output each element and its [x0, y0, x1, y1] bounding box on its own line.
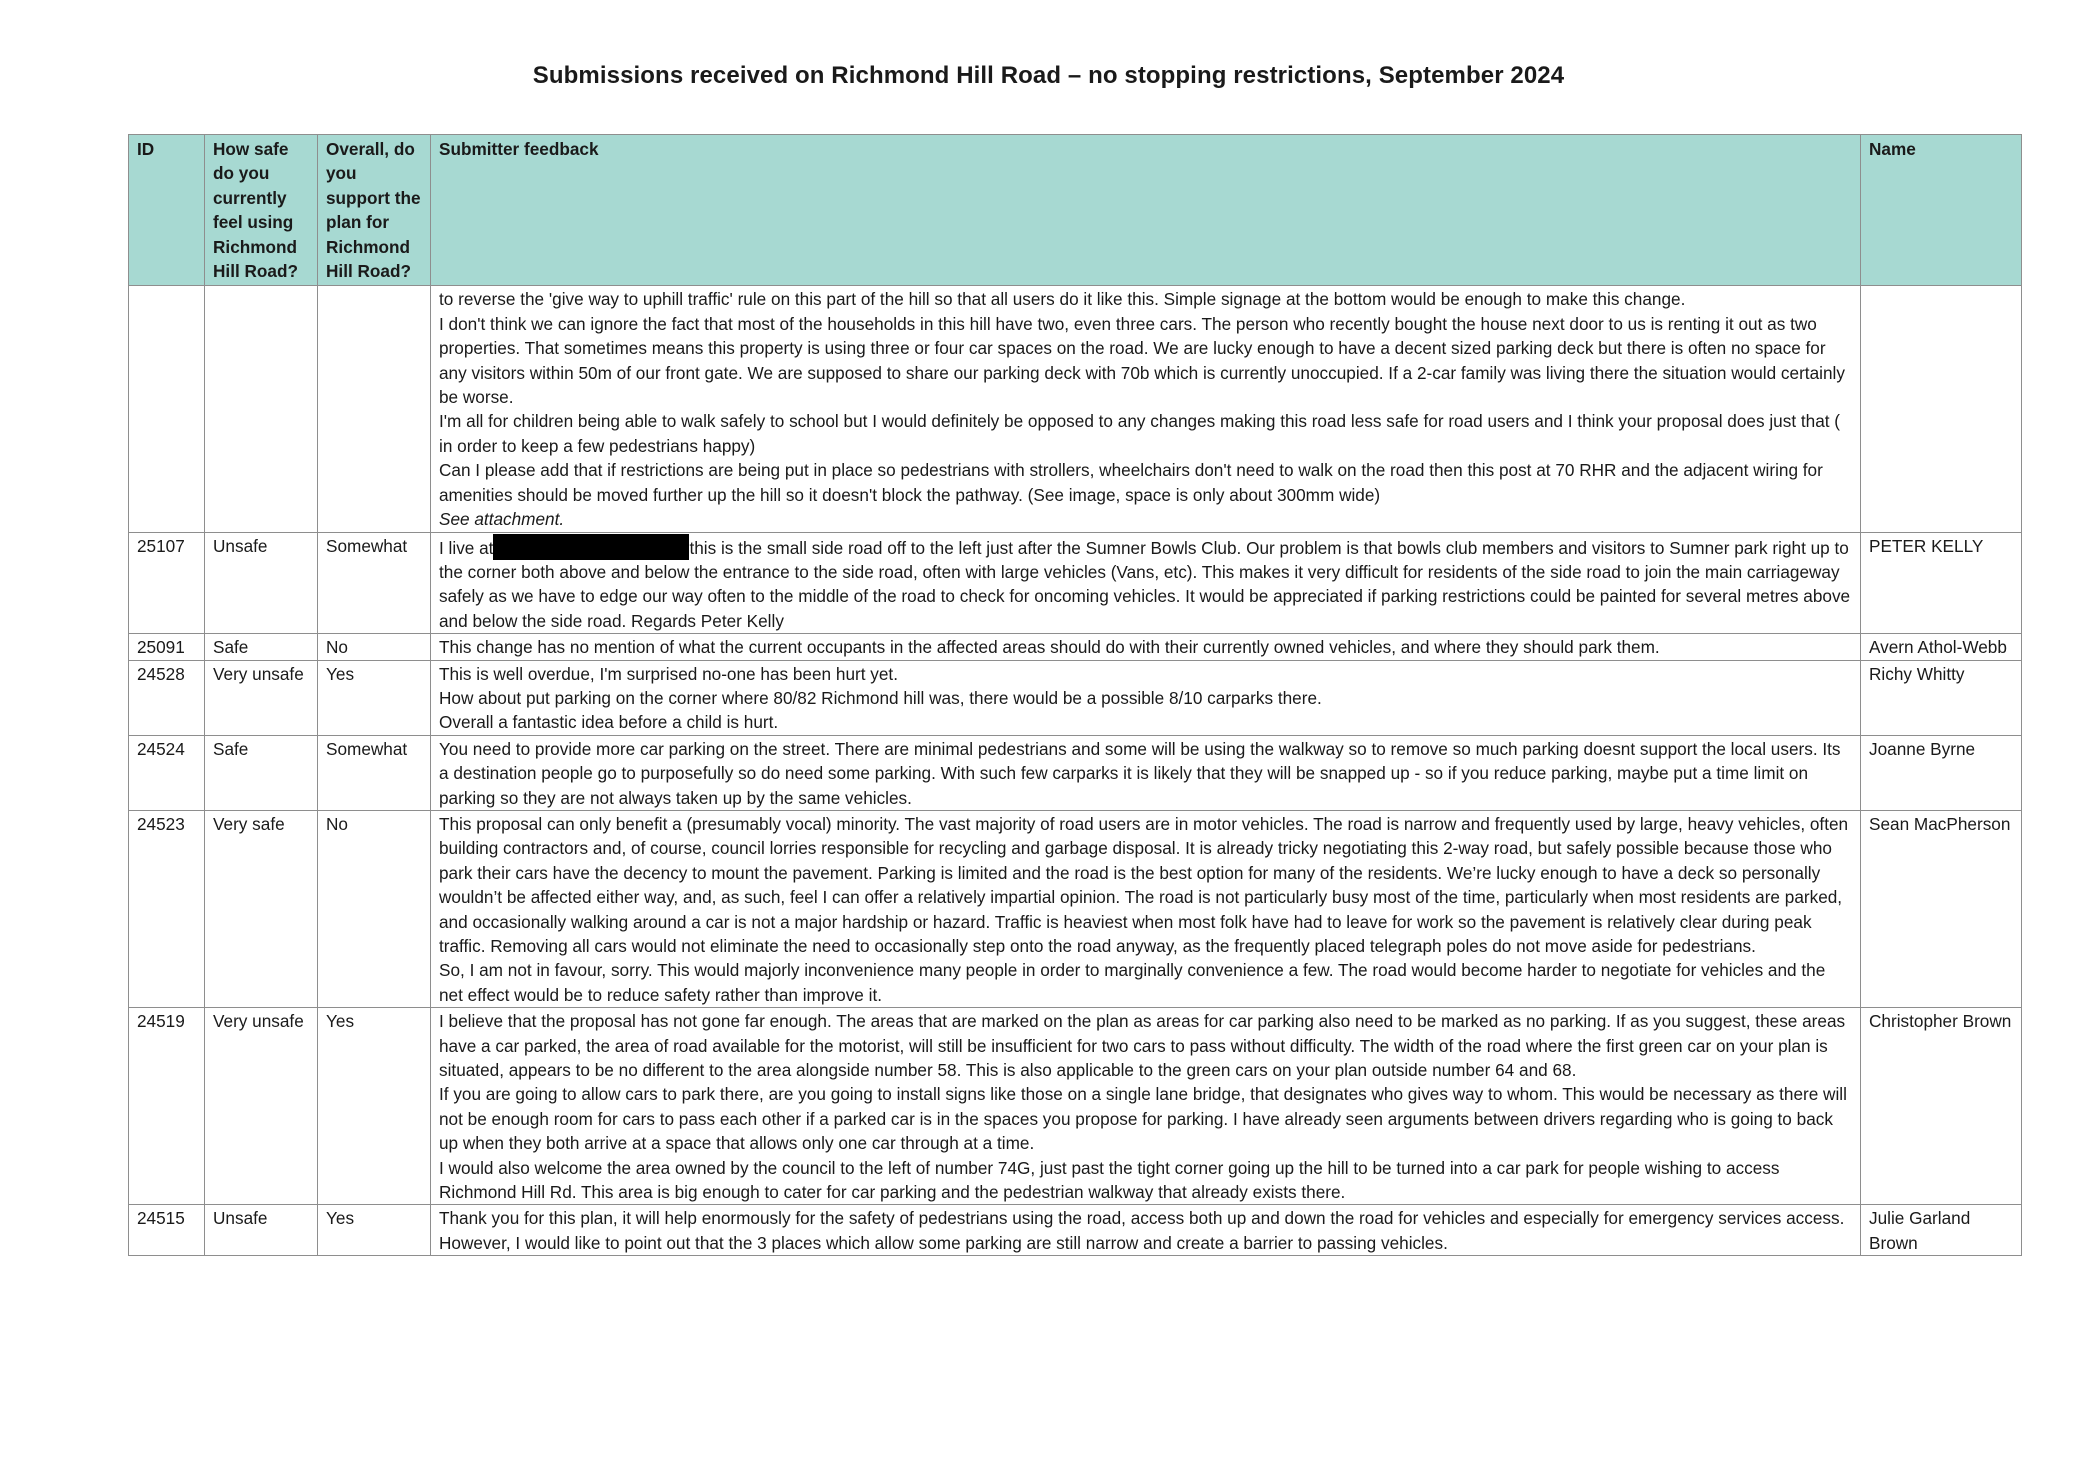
cell-support: Yes — [318, 1205, 431, 1256]
feedback-line: However, I would like to point out that the 3 places which allow some parking are still narrow and create a barrier to passing vehicles. — [439, 1232, 1448, 1253]
cell-feedback — [431, 660, 1861, 735]
feedback-line: This change has no mention of what the current occupants in the affected areas should do with their currently owned vehicles, and where they should park them. — [439, 637, 1660, 658]
feedback-prefix: I live at — [439, 537, 494, 558]
cell-feedback — [431, 1205, 1861, 1256]
header-name: Name — [1861, 135, 2022, 286]
feedback-line: Overall a fantastic idea before a child is hurt. — [439, 712, 779, 733]
table-row — [129, 660, 2022, 735]
cell-name: Richy Whitty — [1861, 660, 2022, 735]
cell-support: Yes — [318, 660, 431, 735]
table-header-row — [129, 135, 2022, 286]
table-row — [129, 810, 2022, 1007]
cell-id: 24524 — [129, 735, 205, 810]
cell-id: 24519 — [129, 1008, 205, 1205]
table-row — [129, 1205, 2022, 1256]
cell-support: Somewhat — [318, 735, 431, 810]
cell-safety: Very safe — [205, 810, 318, 1007]
feedback-line: If you are going to allow cars to park there, are you going to install signs like those on a single lane bridge, that designates who gives way to whom. This would be necessary as there will not be enough room for cars to pass each other if a parked car is in the spaces you propose for parking. I have already seen arguments between drivers regarding who is going to back up when they both arrive at a space that allows only one car through at a time. — [439, 1084, 1847, 1154]
table-row — [129, 735, 2022, 810]
cell-feedback — [431, 810, 1861, 1007]
cell-safety: Safe — [205, 634, 318, 660]
table-row — [129, 532, 2022, 634]
feedback-line: I would also welcome the area owned by the council to the left of number 74G, just past the tight corner going up the hill to be turned into a car park for people wishing to access Richmond Hill Rd. This area is big enough to cater for car parking and the pedestrian walkway that already exists there. — [439, 1157, 1780, 1203]
cell-safety: Unsafe — [205, 532, 318, 634]
feedback-line: This is well overdue, I'm surprised no-one has been hurt yet. — [439, 663, 898, 684]
feedback-line: How about put parking on the corner where 80/82 Richmond hill was, there would be a possible 8/10 carparks there. — [439, 687, 1322, 708]
cell-name: Joanne Byrne — [1861, 735, 2022, 810]
table-row — [129, 634, 2022, 660]
table-row-continued — [129, 286, 2022, 532]
cell-id: 24528 — [129, 660, 205, 735]
feedback-line: to reverse the 'give way to uphill traffic' rule on this part of the hill so that all users do it like this. Simple signage at the bottom would be enough to make this change. — [439, 289, 1686, 310]
cell-safety: Very unsafe — [205, 660, 318, 735]
cell-support: No — [318, 634, 431, 660]
submissions-table — [128, 134, 2022, 1256]
redacted-address-block — [493, 534, 689, 560]
cell-id: 24523 — [129, 810, 205, 1007]
table-row — [129, 1008, 2022, 1205]
cell-support — [318, 286, 431, 532]
header-feedback: Submitter feedback — [431, 135, 1861, 286]
cell-name — [1861, 286, 2022, 532]
feedback-line: Thank you for this plan, it will help enormously for the safety of pedestrians using the road, access both up and down the road for vehicles and especially for emergency services access. — [439, 1208, 1845, 1229]
cell-id: 24515 — [129, 1205, 205, 1256]
cell-safety: Unsafe — [205, 1205, 318, 1256]
document-title: Submissions received on Richmond Hill Road – no stopping restrictions, September 2024 — [532, 62, 1565, 89]
cell-name: Julie Garland Brown — [1861, 1205, 2022, 1256]
cell-safety: Very unsafe — [205, 1008, 318, 1205]
cell-feedback — [431, 735, 1861, 810]
cell-id: 25107 — [129, 532, 205, 634]
feedback-line: You need to provide more car parking on the street. There are minimal pedestrians and some will be using the walkway so to remove so much parking doesnt support the local users. Its a destination people go to purposefully so do need some parking. With such few carparks it is likely that they will be snapped up - so if you reduce parking, maybe put a time limit on parking so they are not always taken up by the same vehicles. — [439, 738, 1841, 808]
cell-support: No — [318, 810, 431, 1007]
cell-feedback — [431, 286, 1861, 532]
feedback-line: I don't think we can ignore the fact that most of the households in this hill have two, even three cars. The person who recently bought the house next door to us is renting it out as two properties. That sometimes means this property is using three or four car spaces on the road. We are lucky enough to have a decent sized parking deck but there is often no space for any visitors within 50m of our front gate. We are supposed to share our parking deck with 70b which is currently unoccupied. If a 2-car family was living there the situation would certainly be worse. — [439, 313, 1845, 408]
attachment-note: See attachment. — [439, 509, 565, 530]
cell-safety — [205, 286, 318, 532]
feedback-line: So, I am not in favour, sorry. This would majorly inconvenience many people in order to marginally convenience a few. The road would become harder to negotiate for vehicles and the net effect would be to reduce safety rather than improve it. — [439, 960, 1826, 1005]
cell-support: Somewhat — [318, 532, 431, 634]
cell-safety: Safe — [205, 735, 318, 810]
cell-id — [129, 286, 205, 532]
cell-feedback — [431, 634, 1861, 660]
header-id: ID — [129, 135, 205, 286]
feedback-text: this is the small side road off to the left just after the Sumner Bowls Club. Our problem is that bowls club members and visitors to Sumner park right up to the corner both above and below the entrance to the side road, often with large vehicles (Vans, etc). This makes it very difficult for residents of the side road to join the main carriageway safely as we have to edge our way often to the middle of the road to check for oncoming vehicles. It would be appreciated if parking restrictions could be painted for several metres above and below the side road. Regards Peter Kelly — [439, 537, 1851, 631]
feedback-line: I'm all for children being able to walk safely to school but I would definitely be opposed to any changes making this road less safe for road users and I think your proposal does just that ( in order to keep a few pedestrians happy) — [439, 411, 1841, 456]
cell-name: Sean MacPherson — [1861, 810, 2022, 1007]
cell-feedback — [431, 532, 1861, 634]
cell-feedback — [431, 1008, 1861, 1205]
header-safety: How safe do you currently feel using Richmond Hill Road? — [205, 135, 318, 286]
cell-support: Yes — [318, 1008, 431, 1205]
header-support: Overall, do you support the plan for Richmond Hill Road? — [318, 135, 431, 286]
cell-name: Christopher Brown — [1861, 1008, 2022, 1205]
cell-name: PETER KELLY — [1861, 532, 2022, 634]
cell-name: Avern Athol-Webb — [1861, 634, 2022, 660]
cell-id: 25091 — [129, 634, 205, 660]
feedback-line: Can I please add that if restrictions are being put in place so pedestrians with strollers, wheelchairs don't need to walk on the road then this post at 70 RHR and the adjacent wiring for amenities should be moved further up the hill so it doesn't block the pathway. (See image, space is only about 300mm wide) — [439, 460, 1823, 505]
feedback-line: I believe that the proposal has not gone far enough. The areas that are marked on the plan as areas for car parking also need to be marked as no parking. If as you suggest, these areas have a car parked, the area of road available for the motorist, will still be insufficient for two cars to pass without difficulty. The width of the road where the first green car on your plan is situated, appears to be no different to the area alongside number 58. This is also applicable to the green cars on your plan outside number 64 and 68. — [439, 1011, 1846, 1081]
feedback-line: This proposal can only benefit a (presumably vocal) minority. The vast majority of road users are in motor vehicles. The road is narrow and frequently used by large, heavy vehicles, often building contractors and, of course, council lorries responsible for recycling and garbage disposal. It is already tricky negotiating this 2-way road, but safely possible because those who park their cars have the decency to mount the pavement. Parking is limited and the road is the best option for many of the residents. We’re lucky enough to have a deck so personally wouldn’t be affected either way, and, as such, feel I can offer a relatively impartial opinion. The road is not particularly busy most of the time, particularly when most residents are parked, and occasionally walking around a car is not a major hardship or hazard. Traffic is heaviest when most folk have had to leave for work so the pavement is relatively clear during peak traffic. Removing all cars would not eliminate the need to occasionally step onto the road anyway, as the frequently placed telegraph poles do not move aside for pedestrians. — [439, 813, 1849, 956]
